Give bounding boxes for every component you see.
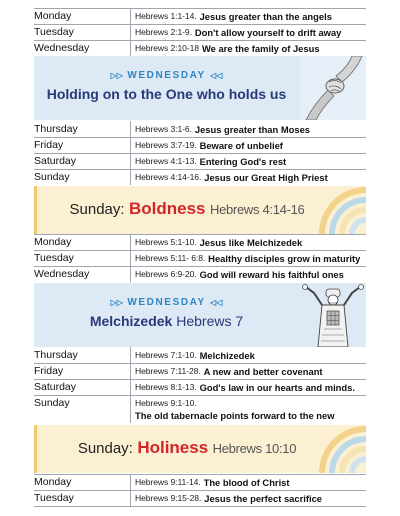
scripture-citation: Hebrews 2:10-18 [135, 43, 199, 53]
reading-row [34, 363, 366, 379]
day-label: Sunday [34, 171, 70, 183]
day-label: Thursday [34, 349, 78, 361]
reading-row [34, 266, 366, 282]
reading-ref [130, 347, 366, 363]
scripture-citation: Hebrews 9:15-28. [135, 493, 202, 503]
day-label: Thursday [34, 123, 78, 135]
reading-ref [130, 153, 366, 169]
banner-label [34, 297, 299, 308]
hands-icon [300, 56, 366, 120]
day-label: Monday [34, 10, 72, 22]
banner-title: Holding on to the One who holds us [46, 86, 287, 102]
scripture-citation: Hebrews 7:1-10. [135, 350, 197, 360]
scripture-citation: Hebrews 4:14-16. [135, 172, 202, 182]
day-label: Tuesday [34, 492, 74, 504]
scripture-citation: Hebrews 6:9-20. [135, 269, 197, 279]
reading-row [34, 8, 366, 24]
reading-row [34, 347, 366, 363]
scripture-citation: Hebrews 3:7-19. [135, 140, 197, 150]
sunday-heading [37, 438, 337, 458]
reading-ref [130, 169, 366, 185]
reading-title: Jesus the perfect sacrifice [204, 492, 323, 504]
day-label: Wednesday [34, 268, 90, 280]
reading-ref [130, 363, 366, 379]
reading-ref [130, 234, 366, 250]
reading-title: God will reward his faithful ones [199, 268, 344, 280]
reading-title: Beware of unbelief [199, 139, 283, 151]
reading-ref [130, 379, 366, 395]
scripture-citation: Hebrews 8:1-13. [135, 382, 197, 392]
reading-title: Jesus greater than the angels [199, 10, 332, 22]
scripture-citation: Hebrews 9:1-10. [135, 397, 197, 408]
sunday-banner [34, 425, 366, 473]
sunday-ref: Hebrews 4:14-16 [209, 202, 305, 217]
day-label: Wednesday [34, 42, 90, 54]
scripture-citation: Hebrews 7:11-28. [135, 366, 201, 376]
sunrise-arcs-icon [306, 425, 366, 473]
scripture-citation: Hebrews 4:1-13. [135, 156, 197, 166]
reading-row [34, 395, 366, 423]
reading-ref [130, 8, 366, 24]
reading-title: Entering God's rest [199, 155, 287, 167]
reading-ref [130, 137, 366, 153]
reading-title: A new and better covenant [203, 365, 323, 377]
reading-ref [130, 40, 366, 56]
banner-label-text: WEDNESDAY [127, 70, 206, 81]
day-label: Sunday [34, 397, 70, 409]
reading-title: Jesus greater than Moses [194, 123, 311, 135]
sunday-lead: Sunday: [77, 440, 133, 457]
day-label: Friday [34, 139, 64, 151]
reading-ref [130, 266, 366, 282]
banner-title-main: Melchizedek [89, 313, 173, 329]
arrow-right-icon: ▷▷ [110, 71, 123, 80]
wednesday-banner [34, 283, 366, 347]
banner-label [34, 70, 299, 81]
banner-title [34, 313, 299, 329]
reading-title: We are the family of Jesus [201, 42, 320, 54]
arrow-left-icon: ◁◁ [210, 71, 223, 80]
day-label: Monday [34, 476, 72, 488]
reading-row [34, 24, 366, 40]
sunday-theme: Holiness [137, 438, 209, 457]
sunrise-arcs-icon [306, 186, 366, 234]
day-label: Friday [34, 365, 64, 377]
scripture-citation: Hebrews 3:1-6. [135, 124, 192, 134]
scripture-citation: Hebrews 9:11-14. [135, 477, 201, 487]
reading-title: Jesus our Great High Priest [204, 171, 328, 183]
banner-title-ref: Hebrews 7 [176, 313, 244, 329]
reading-ref [130, 395, 366, 423]
scripture-citation: Hebrews 5:11- 6:8. [135, 253, 206, 263]
reading-title: The old tabernacle points forward to the new [135, 409, 335, 421]
priest-icon [300, 283, 366, 347]
reading-ref [130, 250, 366, 266]
reading-ref [130, 474, 366, 490]
scripture-citation: Hebrews 5:1-10. [135, 237, 197, 247]
reading-row [34, 169, 366, 185]
reading-row [34, 121, 366, 137]
reading-row [34, 137, 366, 153]
reading-row [34, 490, 366, 506]
day-label: Tuesday [34, 26, 74, 38]
reading-ref [130, 24, 366, 40]
reading-title: Don't allow yourself to drift away [194, 26, 342, 38]
reading-row [34, 379, 366, 395]
day-label: Saturday [34, 155, 77, 167]
arrow-left-icon: ◁◁ [210, 298, 223, 307]
divider [34, 506, 366, 507]
sunday-ref: Hebrews 10:10 [212, 441, 297, 456]
reading-row [34, 250, 366, 266]
reading-ref [130, 490, 366, 506]
sunday-theme: Boldness [129, 199, 206, 218]
reading-title: Jesus like Melchizedek [199, 236, 303, 248]
arrow-right-icon: ▷▷ [110, 298, 123, 307]
scripture-citation: Hebrews 2:1-9. [135, 27, 192, 37]
reading-row [34, 153, 366, 169]
wednesday-banner [34, 56, 366, 120]
sunday-banner [34, 186, 366, 234]
day-label: Saturday [34, 381, 77, 393]
reading-row [34, 474, 366, 490]
reading-row [34, 40, 366, 56]
reading-row [34, 234, 366, 250]
day-label: Tuesday [34, 252, 74, 264]
banner-label-text: WEDNESDAY [127, 297, 206, 308]
sunday-heading [37, 199, 337, 219]
reading-title: God's law in our hearts and minds. [199, 381, 355, 393]
day-label: Monday [34, 236, 72, 248]
reading-title: Healthy disciples grow in maturity [208, 252, 361, 264]
reading-title: The blood of Christ [203, 476, 290, 488]
scripture-citation: Hebrews 1:1-14. [135, 11, 197, 21]
sunday-lead: Sunday: [69, 201, 125, 218]
reading-title: Melchizedek [199, 349, 255, 361]
reading-ref [130, 121, 366, 137]
